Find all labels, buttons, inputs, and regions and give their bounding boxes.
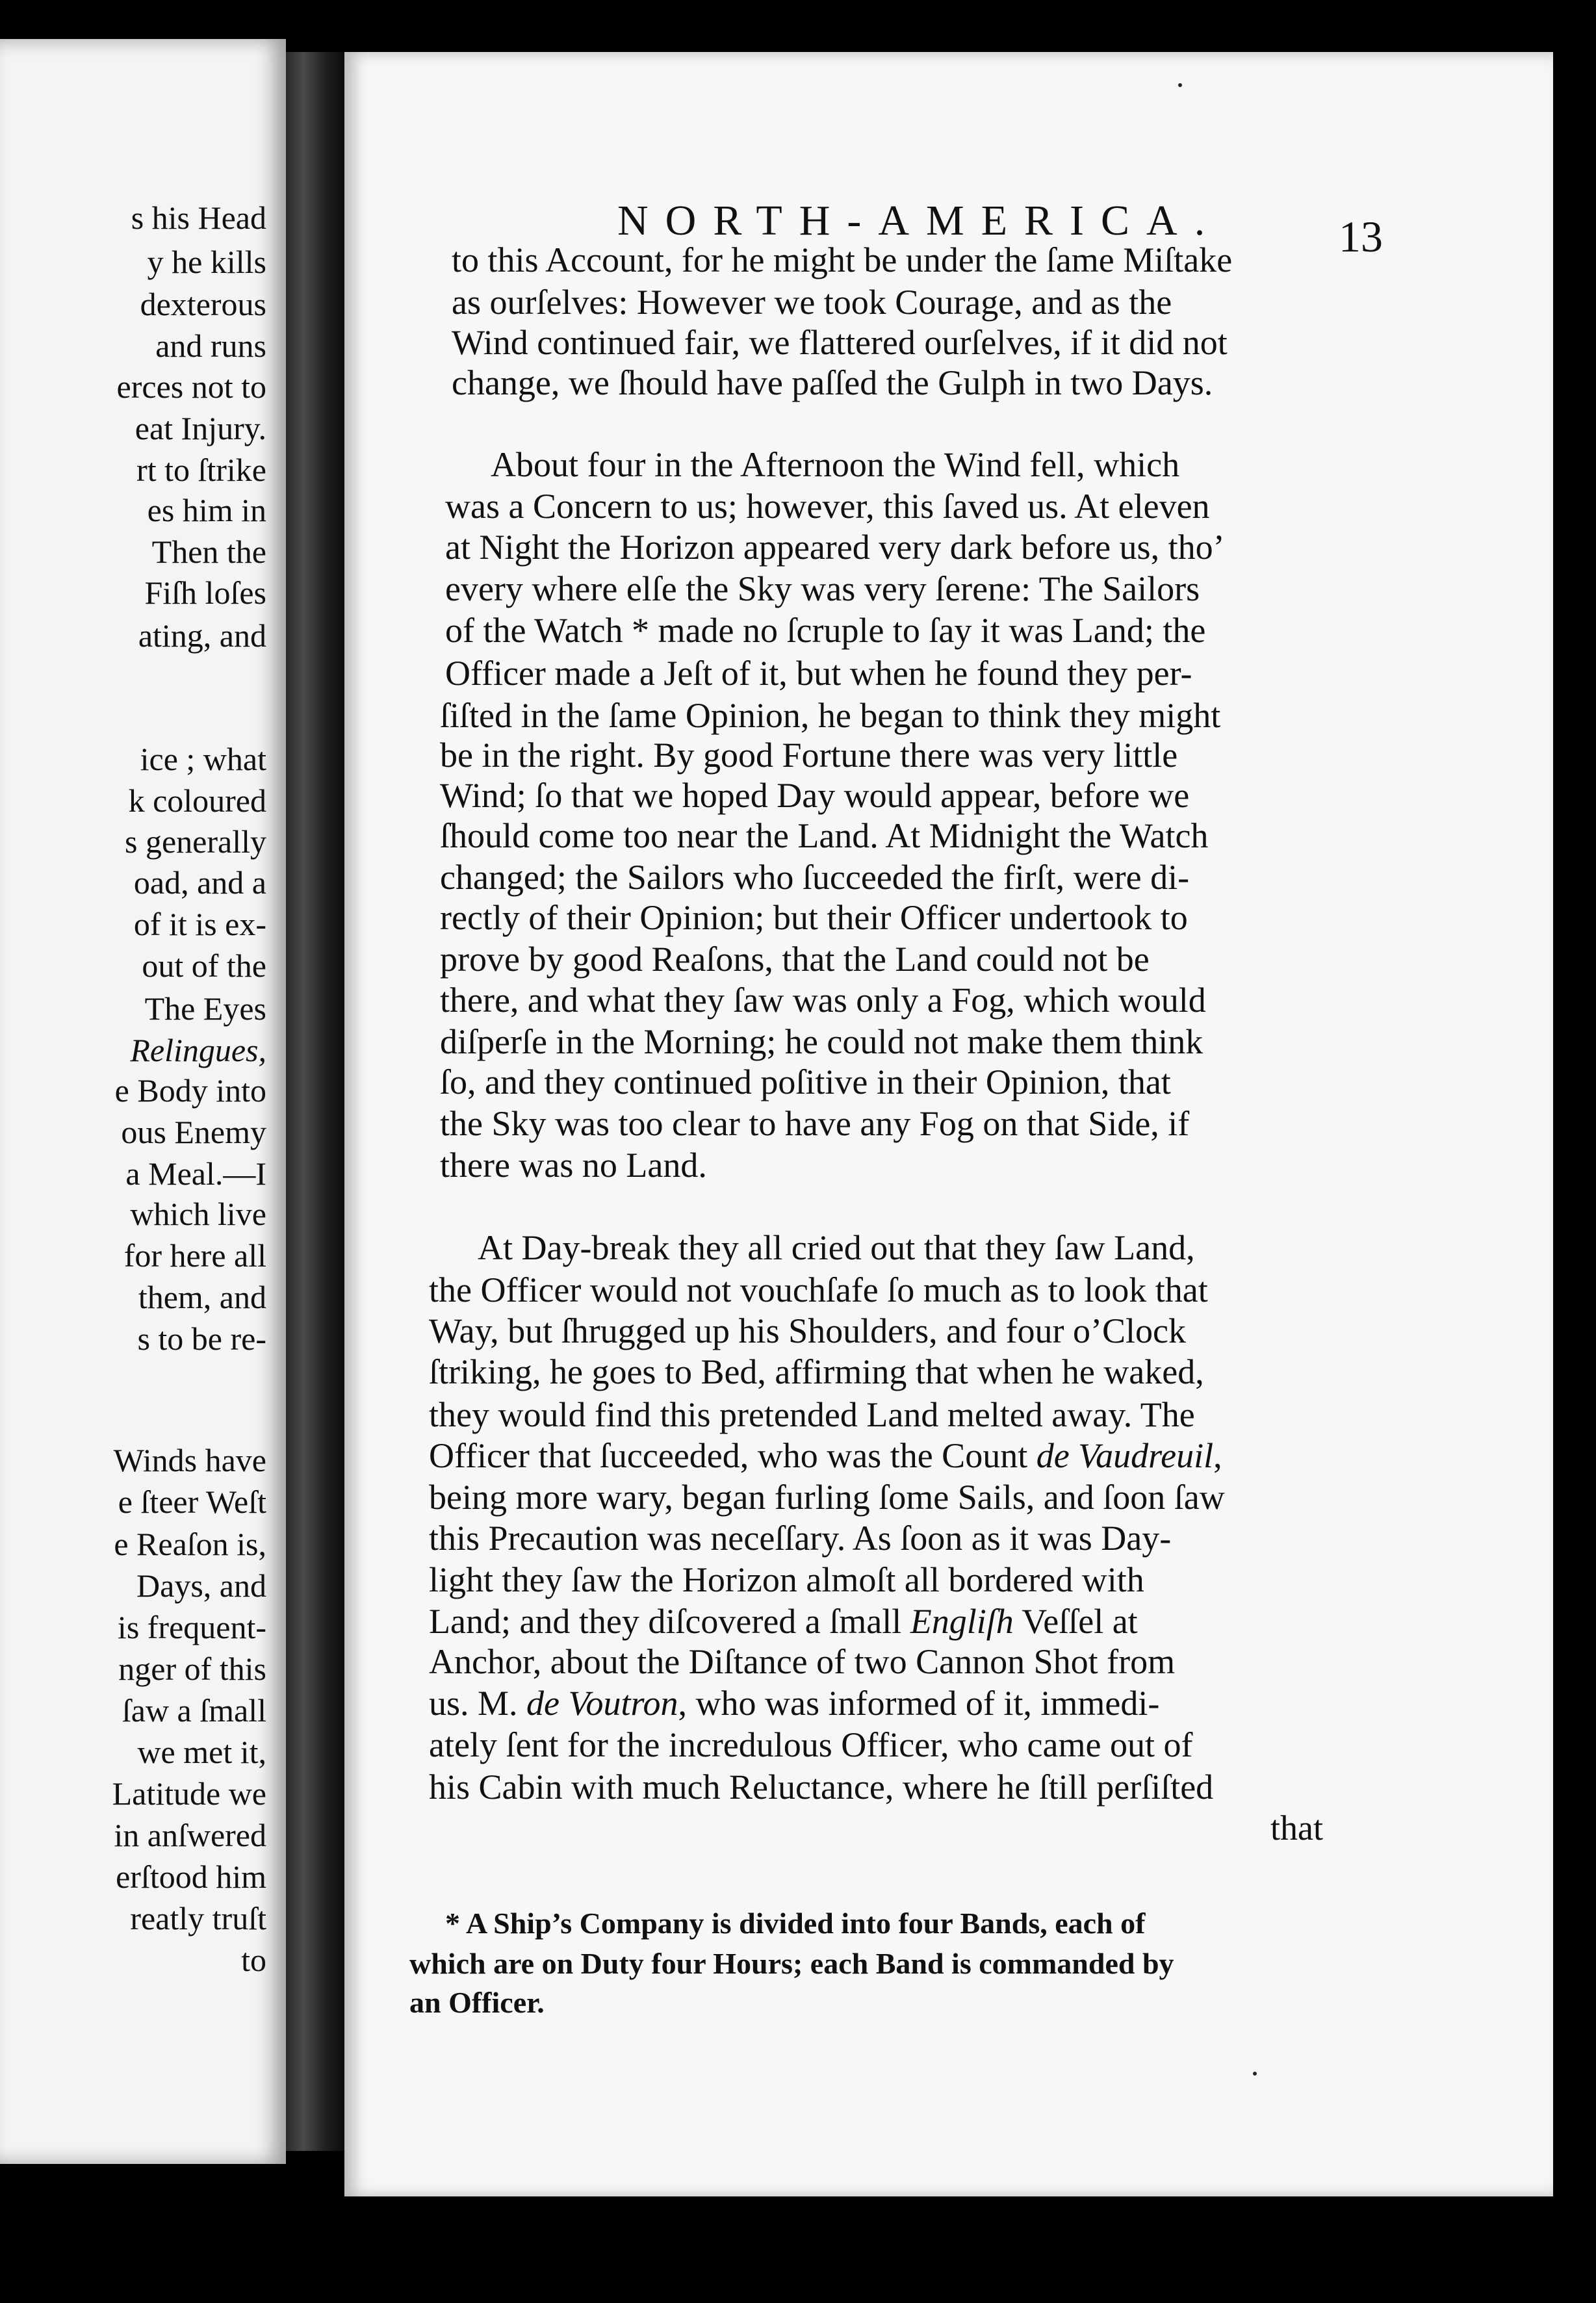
facing-page-line: Relingues,	[130, 1032, 266, 1068]
facing-page-line: e ſteer Weſt	[118, 1484, 266, 1520]
facing-page-line: s generally	[125, 823, 266, 860]
text-line: Wind continued fair, we flattered ourſelves, if it did not	[452, 323, 1228, 362]
footnote-line: * A Ship’s Company is divided into four Bands, each of	[445, 1907, 1146, 1940]
speck-mark	[1178, 83, 1182, 87]
text-line: was a Concern to us; however, this ſaved us. At eleven	[445, 487, 1210, 526]
text-line: of the Watch * made no ſcruple to ſay it was Land; the	[445, 611, 1206, 650]
text-line: that	[1270, 1808, 1323, 1847]
text-line: Wind; ſo that we hoped Day would appear, before we	[440, 776, 1190, 815]
facing-page-line: out of the	[142, 947, 266, 984]
main-page	[344, 52, 1553, 2196]
facing-page-line: s his Head	[131, 199, 266, 236]
text-line: ately ſent for the incredulous Officer, who came out of	[429, 1725, 1193, 1764]
text-line: About four in the Afternoon the Wind fell, which	[491, 445, 1180, 484]
footnote-line: an Officer.	[409, 1986, 545, 2019]
facing-page-line: for here all	[123, 1237, 266, 1274]
text-line: changed; the Sailors who ſucceeded the firſt, were di-	[440, 858, 1190, 897]
text-line: prove by good Reaſons, that the Land could not be	[440, 940, 1150, 979]
book-gutter	[286, 52, 344, 2151]
footnote-line: which are on Duty four Hours; each Band is commanded by	[409, 1947, 1174, 1980]
text-line: ſtriking, he goes to Bed, affirming that when he waked,	[429, 1352, 1204, 1391]
paragraph-end-line: change, we ſhould have paſſed the Gulph in two Days.	[452, 363, 1213, 402]
facing-page-line: we met it,	[137, 1734, 266, 1770]
text-line: to this Account, for he might be under the ſame Miſtake	[452, 240, 1233, 279]
text-line: light they ſaw the Horizon almoſt all bordered with	[429, 1560, 1144, 1599]
facing-page-line: y he kills	[147, 244, 266, 280]
facing-page-line: dexterous	[140, 286, 266, 322]
facing-page-line: erſtood him	[116, 1859, 266, 1895]
text-line: Land; and they diſcovered a ſmall Engliſh Veſſel at	[429, 1602, 1138, 1641]
speck-mark	[1253, 2072, 1257, 2076]
text-line: be in the right. By good Fortune there was very little	[440, 736, 1178, 775]
facing-page-line: s to be re-	[137, 1320, 266, 1357]
facing-page-line: Fiſh loſes	[144, 574, 266, 611]
text-line: the Officer would not vouchſafe ſo much as to look that	[429, 1270, 1208, 1309]
running-head: NORTH-AMERICA.	[617, 197, 1222, 244]
facing-page-line: in anſwered	[114, 1817, 266, 1853]
text-line: as ourſelves: However we took Courage, and as the	[452, 283, 1172, 322]
facing-page-line: Latitude we	[112, 1775, 266, 1812]
facing-page-line: a Meal.—I	[125, 1155, 266, 1192]
facing-page-line: ſaw a ſmall	[122, 1692, 266, 1729]
facing-page-line: ice ; what	[140, 741, 266, 777]
text-line: they would find this pretended Land melted away. The	[429, 1395, 1195, 1434]
text-line: Way, but ſhrugged up his Shoulders, and four o’Clock	[429, 1311, 1186, 1350]
facing-page-left	[0, 39, 286, 2164]
facing-page-line: nger of this	[118, 1651, 266, 1687]
facing-page-line: rt to ſtrike	[136, 452, 266, 488]
facing-page-line: erces not to	[116, 368, 266, 405]
text-line: At Day-break they all cried out that they ſaw Land,	[478, 1228, 1195, 1267]
text-line: Anchor, about the Diſtance of two Cannon Shot from	[429, 1642, 1176, 1681]
text-line: his Cabin with much Reluctance, where he ſtill perſiſted	[429, 1768, 1214, 1807]
text-line: us. M. de Voutron, who was informed of it, immedi-	[429, 1684, 1160, 1723]
page-number: 13	[1339, 212, 1383, 261]
facing-page-line: Winds have	[113, 1442, 266, 1478]
text-line: every where elſe the Sky was very ſerene: The Sailors	[445, 569, 1200, 608]
facing-page-line: k coloured	[128, 782, 266, 819]
text-line: being more wary, began furling ſome Sails, and ſoon ſaw	[429, 1478, 1225, 1517]
text-line: there, and what they ſaw was only a Fog, which would	[440, 981, 1206, 1020]
text-line: the Sky was too clear to have any Fog on that Side, if	[440, 1104, 1190, 1143]
text-line: ſiſted in the ſame Opinion, he began to think they might	[440, 696, 1221, 735]
facing-page-line: e Body into	[114, 1072, 266, 1109]
facing-page-line: Then the	[151, 534, 266, 570]
facing-page-line: and runs	[155, 328, 266, 364]
facing-page-line: to	[241, 1942, 266, 1978]
facing-page-line: Days, and	[136, 1567, 266, 1604]
facing-page-line: eat Injury.	[135, 410, 266, 446]
text-line: Officer made a Jeſt of it, but when he found they per-	[445, 654, 1192, 693]
facing-page-line: which live	[130, 1196, 266, 1232]
facing-page-line: them, and	[138, 1279, 266, 1315]
facing-page-line: oad, and a	[133, 864, 266, 901]
text-line: this Precaution was neceſſary. As ſoon as it was Day-	[429, 1519, 1172, 1558]
text-line: diſperſe in the Morning; he could not make them think	[440, 1022, 1203, 1061]
facing-page-line: e Reaſon is,	[114, 1526, 266, 1562]
facing-page-line: reatly truſt	[130, 1900, 266, 1936]
facing-page-line: is frequent-	[117, 1609, 266, 1645]
text-line: ſo, and they continued poſitive in their Opinion, that	[440, 1062, 1171, 1101]
facing-page-line: The Eyes	[144, 990, 266, 1027]
facing-page-line: of it is ex-	[133, 906, 266, 942]
paragraph-end-line: there was no Land.	[440, 1146, 707, 1185]
text-line: ſhould come too near the Land. At Midnight the Watch	[440, 816, 1209, 855]
text-line: at Night the Horizon appeared very dark before us, tho’	[445, 528, 1225, 567]
facing-page-line: ous Enemy	[121, 1114, 266, 1150]
facing-page-line: es him in	[147, 492, 266, 528]
facing-page-line: ating, and	[138, 617, 266, 654]
text-line: Officer that ſucceeded, who was the Count de Vaudreuil,	[429, 1436, 1222, 1475]
text-line: rectly of their Opinion; but their Officer undertook to	[440, 898, 1188, 937]
